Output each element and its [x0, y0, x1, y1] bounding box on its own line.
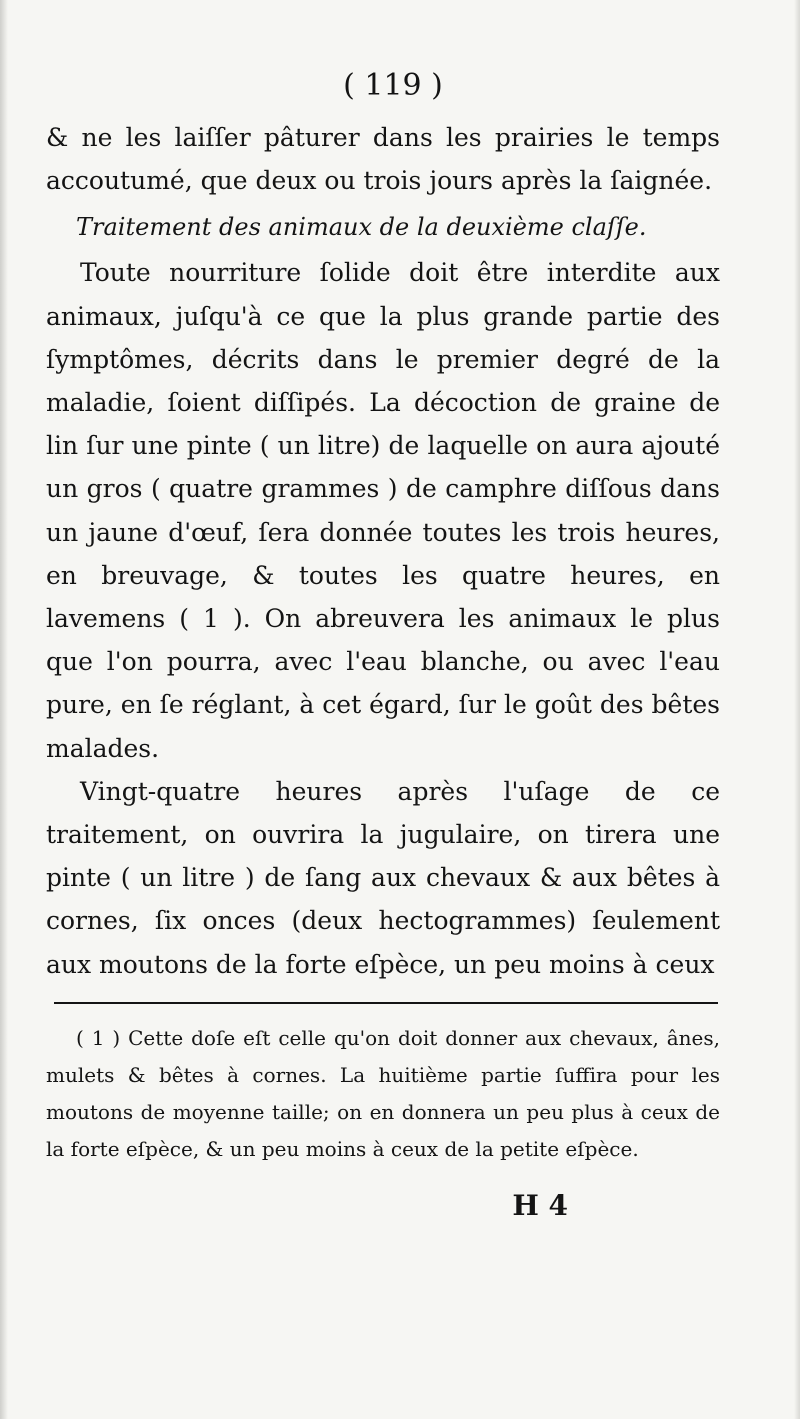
paragraph-bleeding: Vingt-quatre heures après l'uſage de ce traitement, on ouvrira la jugulaire, on tirera une pinte ( un litre ) de ſang aux chevaux & aux bêtes à cornes, ſix onces (deux hectogrammes) ſeulement aux moutons de la forte eſpèce, un peu moins à ceux	[46, 776, 720, 979]
paragraph-treatment: Toute nourriture ſolide doit être interdite aux animaux, juſqu'à ce que la plus grande partie des ſymptômes, décrits dans le premier degré de la maladie, ſoient diſſipés. La décoction de graine de lin ſur une pinte ( un litre) de laquelle on aura ajouté un gros ( quatre grammes ) de camphre diſſous dans un jaune d'œuf, ſera donnée toutes les trois heures, en breuvage, & toutes les quatre heures, en lavemens ( 1 ). On abreuvera les animaux le plus que l'on pourra, avec l'eau blanche, ou avec l'eau pure, en ſe réglant, à cet égard, ſur le goût des bêtes malades.	[46, 258, 720, 763]
page-right-shadow	[794, 0, 800, 1419]
page-number: ( 119 )	[343, 68, 443, 103]
footnote: ( 1 ) Cette doſe eſt celle qu'on doit donner aux chevaux, ânes, mulets & bêtes à cornes. La huitième partie ſuffira pour les moutons de moyenne taille; on en donnera un peu plus à ceux de la forte eſpèce, & un peu moins à ceux de la petite eſpèce.	[46, 1025, 720, 1161]
section-heading: Traitement des animaux de la deuxième claſſe.	[76, 213, 647, 242]
paragraph-continuation: & ne les laiſſer pâturer dans les prairies le temps accoutumé, que deux ou trois jours après la ſaignée.	[46, 123, 720, 196]
footnote-divider	[54, 1002, 718, 1004]
page-left-shadow	[0, 0, 8, 1419]
signature-mark: H 4	[512, 1188, 568, 1222]
page-content	[46, 68, 720, 1224]
